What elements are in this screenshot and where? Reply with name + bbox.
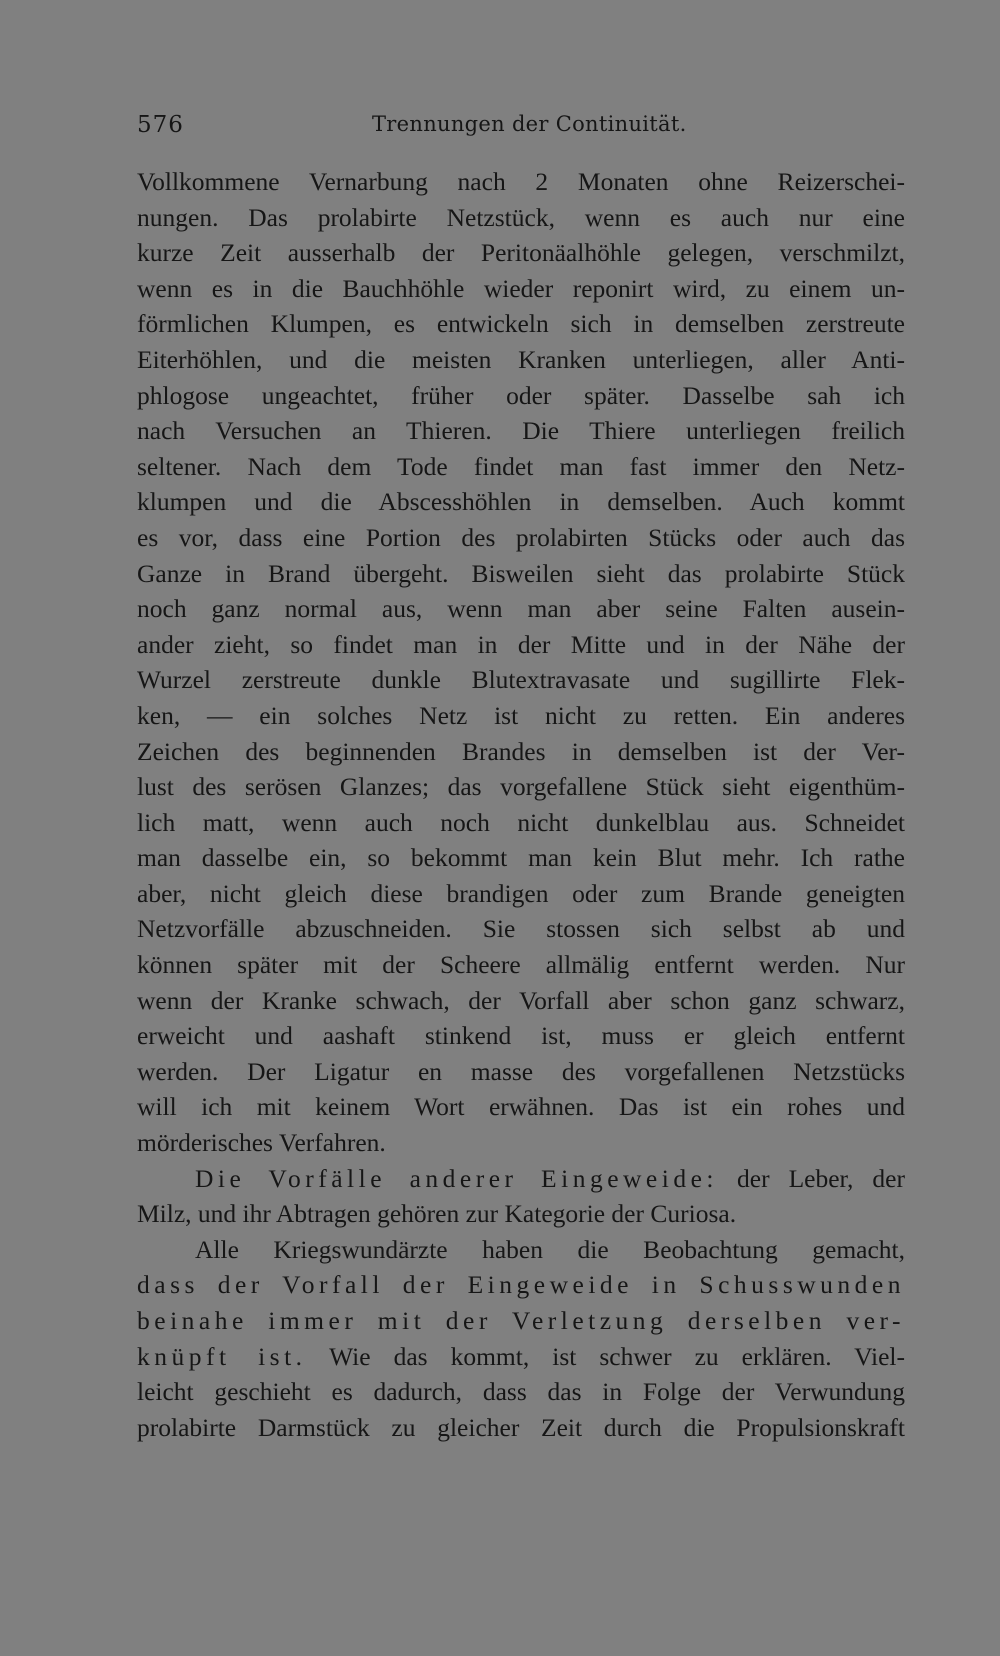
paragraph-line: dass der Vorfall der Eingeweide in Schusswunden	[137, 1270, 905, 1300]
spaced-text: Die Vorfälle anderer Eingeweide:	[195, 1163, 718, 1193]
text-line: ken, — ein solches Netz ist nicht zu retten. Ein anderes	[137, 700, 905, 730]
text-line: wenn es in die Bauchhöhle wieder reponirt wird, zu einem un-	[137, 273, 905, 303]
text-line: nungen. Das prolabirte Netzstück, wenn es auch nur eine	[137, 202, 905, 232]
paragraph-line: Alle Kriegswundärzte haben die Beobachtung gemacht,	[195, 1234, 905, 1264]
paragraph-line	[137, 1339, 905, 1375]
text-line: seltener. Nach dem Tode findet man fast immer den Netz-	[137, 451, 905, 481]
text-line: förmlichen Klumpen, es entwickeln sich in demselben zerstreute	[137, 309, 905, 339]
page-number: 576	[137, 112, 184, 138]
text-line: nach Versuchen an Thieren. Die Thiere unterliegen freilich	[137, 416, 905, 446]
text-line: lich matt, wenn auch noch nicht dunkelblau aus. Schneidet	[137, 807, 905, 837]
text-line: klumpen und die Abscesshöhlen in demselben. Auch kommt	[137, 487, 905, 517]
text-line: Netzvorfälle abzuschneiden. Sie stossen sich selbst ab und	[137, 914, 905, 944]
text-line: Zeichen des beginnenden Brandes in demselben ist der Ver-	[137, 736, 905, 766]
text-line: lust des serösen Glanzes; das vorgefallene Stück sieht eigenthüm-	[137, 772, 905, 802]
text-line: es vor, dass eine Portion des prolabirten Stücks oder auch das	[137, 522, 905, 552]
text-line: man dasselbe ein, so bekommt man kein Blut mehr. Ich rathe	[137, 843, 905, 873]
text-line: Eiterhöhlen, und die meisten Kranken unterliegen, aller Anti-	[137, 344, 905, 374]
text-line: noch ganz normal aus, wenn man aber seine Falten ausein-	[137, 594, 905, 624]
paragraph-line	[137, 1161, 905, 1197]
page-header	[137, 112, 907, 148]
text-line: erweicht und aashaft stinkend ist, muss er gleich entfernt	[137, 1021, 905, 1051]
text-line: können später mit der Scheere allmälig entfernt werden. Nur	[137, 950, 905, 980]
paragraph-line: beinahe immer mit der Verletzung derselben ver-	[137, 1306, 905, 1335]
paragraph-line: leicht geschieht es dadurch, dass das in Folge der Verwundung	[137, 1377, 905, 1407]
running-title: Trennungen der Continuität.	[372, 112, 687, 136]
paragraph-line: Milz, und ihr Abtragen gehören zur Kategorie der Curiosa.	[137, 1199, 737, 1229]
text-line: phlogose ungeachtet, früher oder später. Dasselbe sah ich	[137, 380, 905, 410]
text-run: der Leber, der	[717, 1163, 905, 1193]
paragraph-line: prolabirte Darmstück zu gleicher Zeit durch die Propulsionskraft	[137, 1412, 905, 1442]
text-line: mörderisches Verfahren.	[137, 1128, 386, 1158]
text-line: werden. Der Ligatur en masse des vorgefallenen Netzstücks	[137, 1056, 905, 1086]
text-run: Wie das kommt, ist schwer zu erklären. Viel-	[306, 1341, 905, 1371]
text-line: aber, nicht gleich diese brandigen oder zum Brande geneigten	[137, 878, 905, 908]
text-line: Ganze in Brand übergeht. Bisweilen sieht das prolabirte Stück	[137, 558, 905, 588]
spaced-text: knüpft ist.	[137, 1341, 307, 1371]
text-line: Wurzel zerstreute dunkle Blutextravasate und sugillirte Flek-	[137, 665, 905, 695]
text-line: ander zieht, so findet man in der Mitte und in der Nähe der	[137, 629, 905, 659]
body-text	[137, 164, 905, 1445]
text-line: kurze Zeit ausserhalb der Peritonäalhöhle gelegen, verschmilzt,	[137, 238, 905, 268]
text-line: Vollkommene Vernarbung nach 2 Monaten ohne Reizerschei-	[137, 167, 905, 196]
text-line: wenn der Kranke schwach, der Vorfall aber schon ganz schwarz,	[137, 985, 905, 1015]
text-line: will ich mit keinem Wort erwähnen. Das ist ein rohes und	[137, 1092, 905, 1122]
